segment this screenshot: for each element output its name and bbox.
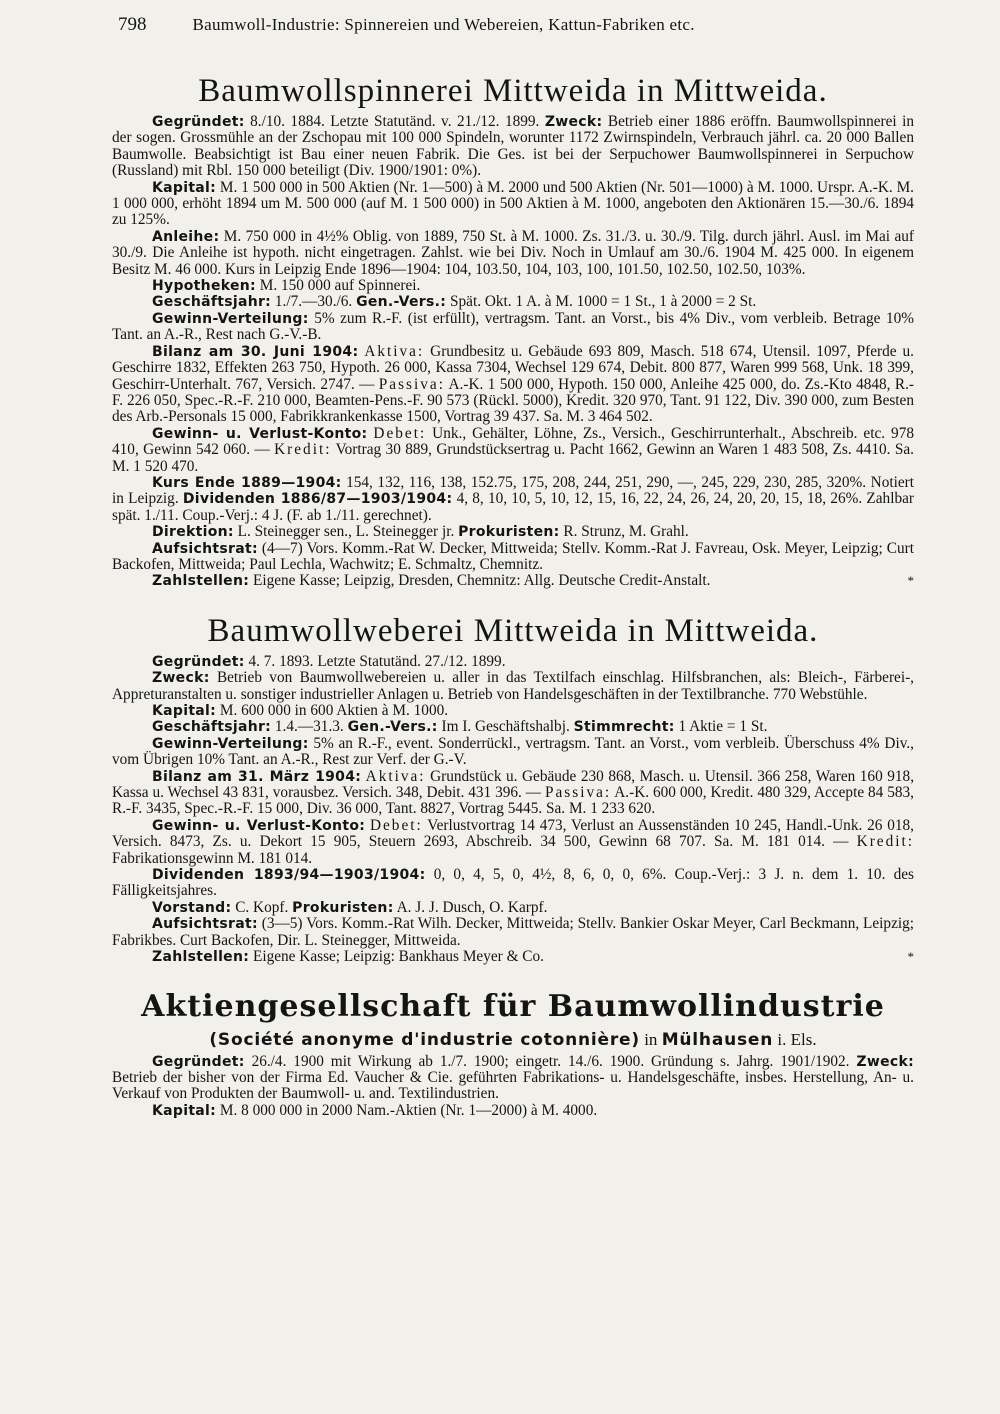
entry-paragraph [112, 311, 914, 344]
entry-paragraph [112, 541, 914, 574]
entry-paragraph [112, 278, 914, 294]
field-text: 5% an R.-F., event. Sonderrückl., vertragsm. Tant. an Vorst., vom verbleib. Überschuss 4% Div., vom Übrigen 10% Tant. an A.-R., Rest zur Verf. der G.-V. [112, 734, 914, 769]
spaced-label: Aktiva: [364, 342, 425, 360]
field-text: Betrieb der bisher von der Firma Ed. Vaucher & Cie. geführten Fabrikations- u. Handelsgeschäfte, insbes. Herstellung, An- u. Verkauf von Produkten der Baumwoll- u. and. Textilindustrien. [112, 1068, 914, 1103]
field-label: Gegründet: [152, 1053, 245, 1070]
field-text: (3—5) Vors. Komm.-Rat Wilh. Decker, Mittweida; Stellv. Bankier Oskar Meyer, Carl Beckmann, Leipzig; Fabrikbes. Curt Backofen, Dir. L. Steinegger, Mittweida. [112, 915, 915, 949]
field-text: Betrieb einer 1886 eröffn. Baumwollspinnerei in der sogen. Grossmühle an der Zschopau mit 100 000 Spindeln, worunter 1172 Zwirnspindeln, Verbrauch jährl. ca. 20 000 Ballen Baumwolle. Beabsichtigt ist Bau einer neuen Fabrik. Die Ges. ist bei der Serpuchower Baumwollspinnerei in Serpuchow (Russland) mit Rbl. 150 000 beteiligt (Div. 1900/1901: 0%). [112, 113, 915, 180]
spaced-label: Debet: [373, 424, 427, 442]
entry-paragraph [112, 900, 914, 916]
field-text: Grundbesitz u. Gebäude 693 809, Masch. 518 674, Utensil. 1097, Pferde u. Geschirre 1832, Effekten 263 750, Hypoth. 26 000, Kassa 7304, Wechsel 129 674, Debit. 800 877, Waren 999 568, Unk. 18 399, Geschirr-Unterhalt. 767, Versich. 2747. — [112, 342, 915, 393]
entry-paragraph [112, 818, 914, 867]
field-label: Kapital: [152, 179, 217, 196]
field-text: A.-K. 600 000, Kredit. 480 329, Accepte 84 583, R.-F. 3435, Spec.-R.-F. 15 000, Div. 36 000, Tant. 8827, Vortrag 5445. Sa. M. 1 233 620. [112, 784, 915, 818]
entry-paragraph [112, 114, 914, 180]
company-subtitle [112, 1030, 914, 1050]
field-text: Fabrikationsgewinn M. 181 014. [112, 849, 313, 867]
entry-paragraph [112, 769, 914, 818]
field-text: 1.4.—31.3. [274, 718, 348, 736]
field-text: Spät. Okt. 1 A. à M. 1000 = 1 St., 1 à 2000 = 2 St. [450, 293, 757, 311]
entry-paragraph [112, 524, 914, 540]
company-title: Aktiengesellschaft für Baumwollindustrie [141, 988, 885, 1024]
entry-paragraph [112, 949, 914, 965]
subtitle-in: in [644, 1029, 658, 1049]
field-label: Zahlstellen: [152, 949, 250, 966]
field-label: Dividenden 1893/94—1903/1904: [152, 867, 426, 884]
field-label: Gen.-Vers.: [347, 719, 438, 736]
entry-paragraph [112, 1103, 914, 1119]
field-text: L. Steinegger sen., L. Steinegger jr. [237, 523, 459, 541]
field-label: Gewinn-Verteilung: [152, 735, 309, 752]
field-label: Gen.-Vers.: [356, 294, 447, 311]
field-label: Kapital: [152, 703, 217, 719]
entry-paragraph [112, 916, 914, 949]
subtitle-place: Mülhausen [661, 1029, 774, 1050]
field-label: Aufsichtsrat: [152, 916, 258, 933]
document-body [112, 72, 914, 1119]
company-title: Baumwollweberei Mittweida in Mittweida. [207, 612, 819, 649]
running-header [112, 14, 914, 50]
field-text: 1 Aktie = 1 St. [678, 718, 768, 736]
field-text: Eigene Kasse; Leipzig, Dresden, Chemnitz: Allg. Deutsche Credit-Anstalt. [252, 572, 711, 590]
field-label: Gewinn- u. Verlust-Konto: [152, 425, 368, 442]
field-label: Direktion: [152, 524, 234, 541]
field-label: Kurs Ende 1889—1904: [152, 474, 342, 491]
field-text: 0, 0, 4, 5, 0, 4½, 8, 6, 0, 0, 6%. Coup.-Verj.: 3 J. n. dem 1. 10. des Fälligkeitsjahres. [112, 866, 915, 900]
field-text: C. Kopf. [235, 898, 293, 916]
entry-paragraph [112, 180, 914, 229]
spaced-label: Debet: [369, 816, 423, 834]
field-label: Zweck: [152, 670, 210, 687]
running-title: Baumwoll-Industrie: Spinnereien und Webereien, Kattun-Fabriken etc. [192, 15, 695, 34]
field-label: Vorstand: [152, 899, 232, 916]
field-label: Hypotheken: [152, 278, 256, 295]
field-text: M. 600 000 in 600 Aktien à M. 1000. [219, 702, 449, 719]
entry-paragraph [112, 703, 914, 719]
entry-paragraph [112, 1054, 914, 1103]
field-text: 5% zum R.-F. (ist erfüllt), vertragsm. Tant. an Vorst., bis 4% Div., vom verbleib. Betrage 10% Tant. an A.-R., Rest nach G.-V.-B. [112, 309, 914, 344]
end-mark: * [907, 949, 914, 965]
entry-paragraph [112, 475, 914, 524]
field-text: Eigene Kasse; Leipzig: Bankhaus Meyer & Co. [252, 948, 544, 966]
field-label: Dividenden 1886/87—1903/1904: [182, 491, 453, 508]
spaced-label: Kredit: [856, 833, 914, 851]
field-text: M. 750 000 in 4½% Oblig. von 1889, 750 St. à M. 1000. Zs. 31./3. u. 30./9. Tilg. durch jährl. Ausl. im Mai auf 30./9. Die Anleihe ist hypoth. nicht eingetragen. Zahlst. wie bei Div. Noch in Umlauf am 30./6. 1904 M. 425 000. In eigenem Besitz M. 46 000. Kurs in Leipzig Ende 1896—1904: 104, 103.50, 104, 103, 100, 101.50, 102.50, 102.50, 103%. [112, 227, 914, 278]
field-text: 154, 132, 116, 138, 152.75, 175, 208, 244, 251, 290, —, 245, 229, 230, 285, 320%. Notiert in Leipzig. [112, 473, 914, 508]
field-text: Grundstück u. Gebäude 230 868, Masch. u. Utensil. 366 258, Waren 160 918, Kassa u. Wechsel 43 831, vorausbez. Versich. 348, Debit. 431 396. — [112, 767, 915, 802]
entry-paragraph [112, 344, 914, 426]
field-label: Gegründet: [152, 114, 245, 130]
spaced-label: Passiva: [378, 375, 445, 393]
company-title: Baumwollspinnerei Mittweida in Mittweida. [198, 73, 828, 109]
entry-paragraph [112, 719, 914, 735]
subtitle-region: i. Els. [777, 1029, 817, 1049]
entry-paragraph [112, 573, 914, 589]
company-entry [112, 1054, 914, 1120]
field-label: Zahlstellen: [152, 573, 250, 590]
field-text: M. 8 000 000 in 2000 Nam.-Aktien (Nr. 1—2000) à M. 4000. [219, 1101, 598, 1119]
field-label: Gewinn- u. Verlust-Konto: [152, 817, 366, 834]
field-text: (4—7) Vors. Komm.-Rat W. Decker, Mittweida; Stellv. Komm.-Rat J. Favreau, Osk. Meyer, Leipzig; Curt Backofen, Mittweida; Paul Lechla, Wachwitz; E. Schmaltz, Chemnitz. [112, 539, 914, 573]
field-text: Verlustvortrag 14 473, Verlust an Aussenständen 10 245, Handl.-Unk. 26 018, Versich. 8473, Zs. u. Dekort 15 905, Steuern 2693, Abschreib. 34 500, Gewinn 68 707. Sa. M. 181 014. — [112, 816, 914, 851]
field-label: Prokuristen: [458, 524, 560, 541]
field-label: Gewinn-Verteilung: [152, 310, 309, 327]
entry-paragraph [112, 426, 914, 475]
field-label: Gegründet: [152, 653, 245, 670]
field-label: Bilanz am 30. Juni 1904: [152, 343, 359, 360]
end-mark: * [907, 573, 914, 589]
field-text: A. J. J. Dusch, O. Karpf. [396, 898, 548, 916]
field-text: Betrieb von Baumwollwebereien u. aller in das Textilfach einschlag. Hilfsbranchen, als: Bleich-, Färberei-, Appreturanstalten u. sonstiger industrieller Anlagen u. Betrieb von Handelsgeschäften in der Textilbranche. 770 Webstühle. [112, 669, 915, 703]
field-text: Vortrag 30 889, Grundstücksertrag u. Pacht 1662, Gewinn an Waren 1 483 508, Zs. 4410. Sa. M. 1 520 470. [112, 441, 914, 475]
field-label: Kapital: [152, 1102, 217, 1119]
field-label: Zweck: [544, 114, 603, 130]
field-text: 26./4. 1900 mit Wirkung ab 1./7. 1900; eingetr. 14./6. 1900. Gründung s. Jahrg. 1901/1902. [251, 1052, 857, 1070]
field-label: Anleihe: [152, 228, 220, 245]
field-label: Geschäftsjahr: [152, 719, 272, 736]
field-label: Stimmrecht: [573, 719, 675, 736]
field-label: Geschäftsjahr: [152, 294, 272, 311]
field-text: R. Strunz, M. Grahl. [563, 523, 689, 541]
page-number: 798 [118, 14, 147, 35]
entry-paragraph [112, 670, 914, 703]
company-entry [112, 654, 914, 966]
subtitle-french-name: (Société anonyme d'industrie cotonnière) [209, 1029, 640, 1050]
field-label: Prokuristen: [292, 899, 394, 916]
spaced-label: Aktiva: [365, 767, 426, 785]
entry-paragraph [112, 736, 914, 769]
field-label: Bilanz am 31. März 1904: [152, 768, 362, 785]
field-text: 8./10. 1884. Letzte Statutänd. v. 21./12. 1899. [250, 113, 545, 130]
entry-paragraph [112, 867, 914, 900]
spaced-label: Kredit: [274, 441, 332, 459]
field-text: Im I. Geschäftshalbj. [441, 718, 574, 736]
field-text: Unk., Gehälter, Löhne, Zs., Versich., Geschirrunterhalt., Abschreib. etc. 978 410, Gewinn 542 060. — [112, 424, 914, 459]
spaced-label: Passiva: [545, 784, 612, 802]
field-text: 4, 8, 10, 10, 5, 10, 12, 15, 16, 22, 24, 26, 24, 20, 20, 15, 18, 26%. Zahlbar spät. 1./11. Coup.-Verj.: 4 J. (F. ab 1./11. gerechnet). [112, 490, 914, 524]
entry-paragraph [112, 229, 914, 278]
field-label: Zweck: [856, 1053, 914, 1070]
entry-paragraph [112, 654, 914, 670]
field-text: 1./7.—30./6. [274, 293, 357, 311]
field-label: Aufsichtsrat: [152, 540, 258, 557]
company-entry [112, 114, 914, 590]
entry-paragraph [112, 294, 914, 310]
field-text: M. 1 500 000 in 500 Aktien (Nr. 1—500) à M. 2000 und 500 Aktien (Nr. 501—1000) à M. 1000. Urspr. A.-K. M. 1 000 000, erhöht 1894 um M. 500 000 (auf M. 1 500 000) in 500 Aktien à M. 1000, angeboten den Aktionären 15.—30./6. 1894 zu 125%. [112, 178, 914, 229]
field-text: A.-K. 1 500 000, Hypoth. 150 000, Anleihe 425 000, do. Zs.-Kto 4848, R.-F. 226 050, Spec.-R.-F. 210 000, Beamten-Pens.-F. 90 573 (Rückl. 5000), Kredit. 320 970, Tant. 91 122, Div. 390 000, zum Besten des Arb.-Personals 15 000, Fabrikkrankenkasse 1500, Vortrag 39 437. Sa. M. 3 464 502. [112, 375, 914, 426]
field-text: 4. 7. 1893. Letzte Statutänd. 27./12. 1899. [248, 652, 506, 670]
field-text: M. 150 000 auf Spinnerei. [259, 277, 421, 295]
